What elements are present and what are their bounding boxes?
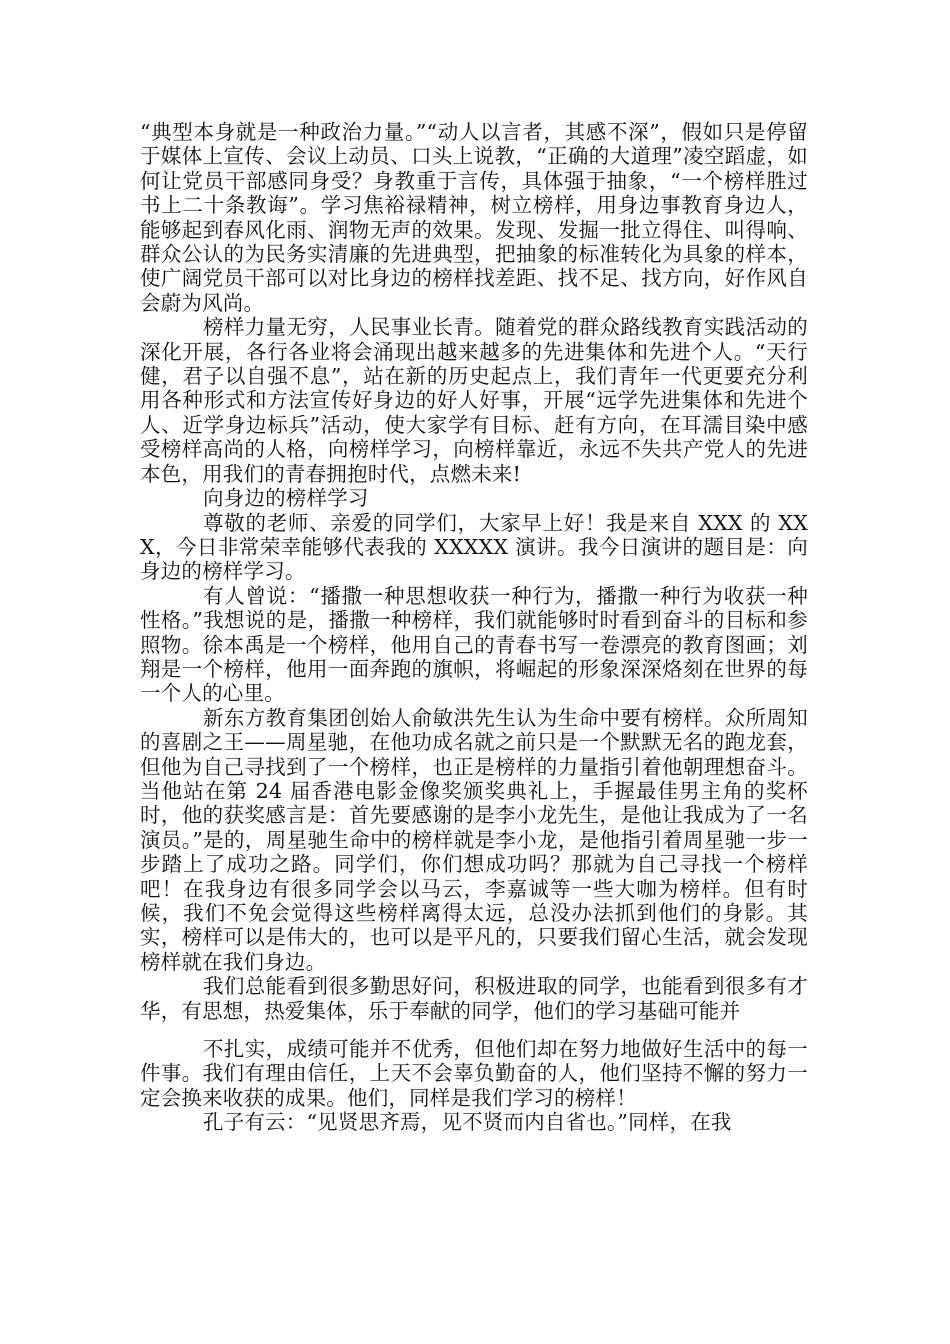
paragraph-6: 我们总能看到很多勤思好问，积极进取的同学，也能看到很多有才华，有思想，热爱集体，乐于奉献的同学，他们的学习基础可能并 <box>140 974 808 1023</box>
paragraph-7: 不扎实，成绩可能并不优秀，但他们却在努力地做好生活中的每一件事。我们有理由信任，上天不会辜负勤奋的人，他们坚持不懈的努力一定会换来收获的成果。他们，同样是我们学习的榜样！ <box>140 1037 808 1110</box>
speech-title: 向身边的榜样学习 <box>203 486 369 511</box>
paragraph-8: 孔子有云：“见贤思齐焉，见不贤而内自省也。”同样，在我 <box>203 1110 732 1135</box>
page-break-gap <box>140 1023 808 1037</box>
document-page <box>140 120 808 1135</box>
paragraph-2: 榜样力量无穷，人民事业长青。随着党的群众路线教育实践活动的深化开展，各行各业将会涌现出越来越多的先进集体和先进个人。“天行健，君子以自强不息”，站在新的历史起点上，我们青年一代更要充分利用各种形式和方法宣传好身边的好人好事，开展“远学先进集体和先进个人、近学身边标兵”活动，使大家学有目标、赶有方向，在耳濡目染中感受榜样高尚的人格，向榜样学习，向榜样靠近，永远不失共产党人的先进本色，用我们的青春拥抱时代，点燃未来! <box>140 315 808 486</box>
paragraph-3: 尊敬的老师、亲爱的同学们，大家早上好！我是来自 XXX 的 XXX，今日非常荣幸能够代表我的 XXXXX 演讲。我今日演讲的题目是：向身边的榜样学习。 <box>140 510 808 584</box>
paragraph-1: “典型本身就是一种政治力量。”“动人以言者，其感不深”，假如只是停留于媒体上宣传、会议上动员、口头上说教，“正确的大道理”凌空蹈虚，如何让党员干部感同身受？身教重于言传，具体强于抽象，“一个榜样胜过书上二十条教诲”。学习焦裕禄精神，树立榜样，用身边事教育身边人，能够起到春风化雨、润物无声的效果。发现、发掘一批立得住、叫得响、群众公认的为民务实清廉的先进典型，把抽象的标准转化为具象的样本，使广阔党员干部可以对比身边的榜样找差距、找不足、找方向，好作风自会蔚为风尚。 <box>140 120 808 315</box>
paragraph-4: 有人曾说：“播撒一种思想收获一种行为，播撒一种行为收获一种性格。”我想说的是，播撒一种榜样，我们就能够时时看到奋斗的目标和参照物。徐本禹是一个榜样，他用自己的青春书写一卷漂亮的教育图画；刘翔是一个榜样，他用一面奔跑的旗帜，将崛起的形象深深烙刻在世界的每一个人的心里。 <box>140 583 808 706</box>
paragraph-5: 新东方教育集团创始人俞敏洪先生认为生命中要有榜样。众所周知的喜剧之王——周星驰，在他功成名就之前只是一个默默无名的跑龙套，但他为自己寻找到了一个榜样，也正是榜样的力量指引着他朝理想奋斗。当他站在第 24 届香港电影金像奖颁奖典礼上，手握最佳男主角的奖杯时，他的获奖感言是：首先要感谢的是李小龙先生，是他让我成为了一名演员。”是的，周星驰生命中的榜样就是李小龙，是他指引着周星驰一步一步踏上了成功之路。同学们，你们想成功吗？那就为自己寻找一个榜样吧！在我身边有很多同学会以马云，李嘉诚等一些大咖为榜样。但有时候，我们不免会觉得这些榜样离得太远，总没办法抓到他们的身影。其实，榜样可以是伟大的，也可以是平凡的，只要我们留心生活，就会发现榜样就在我们身边。 <box>140 705 808 974</box>
